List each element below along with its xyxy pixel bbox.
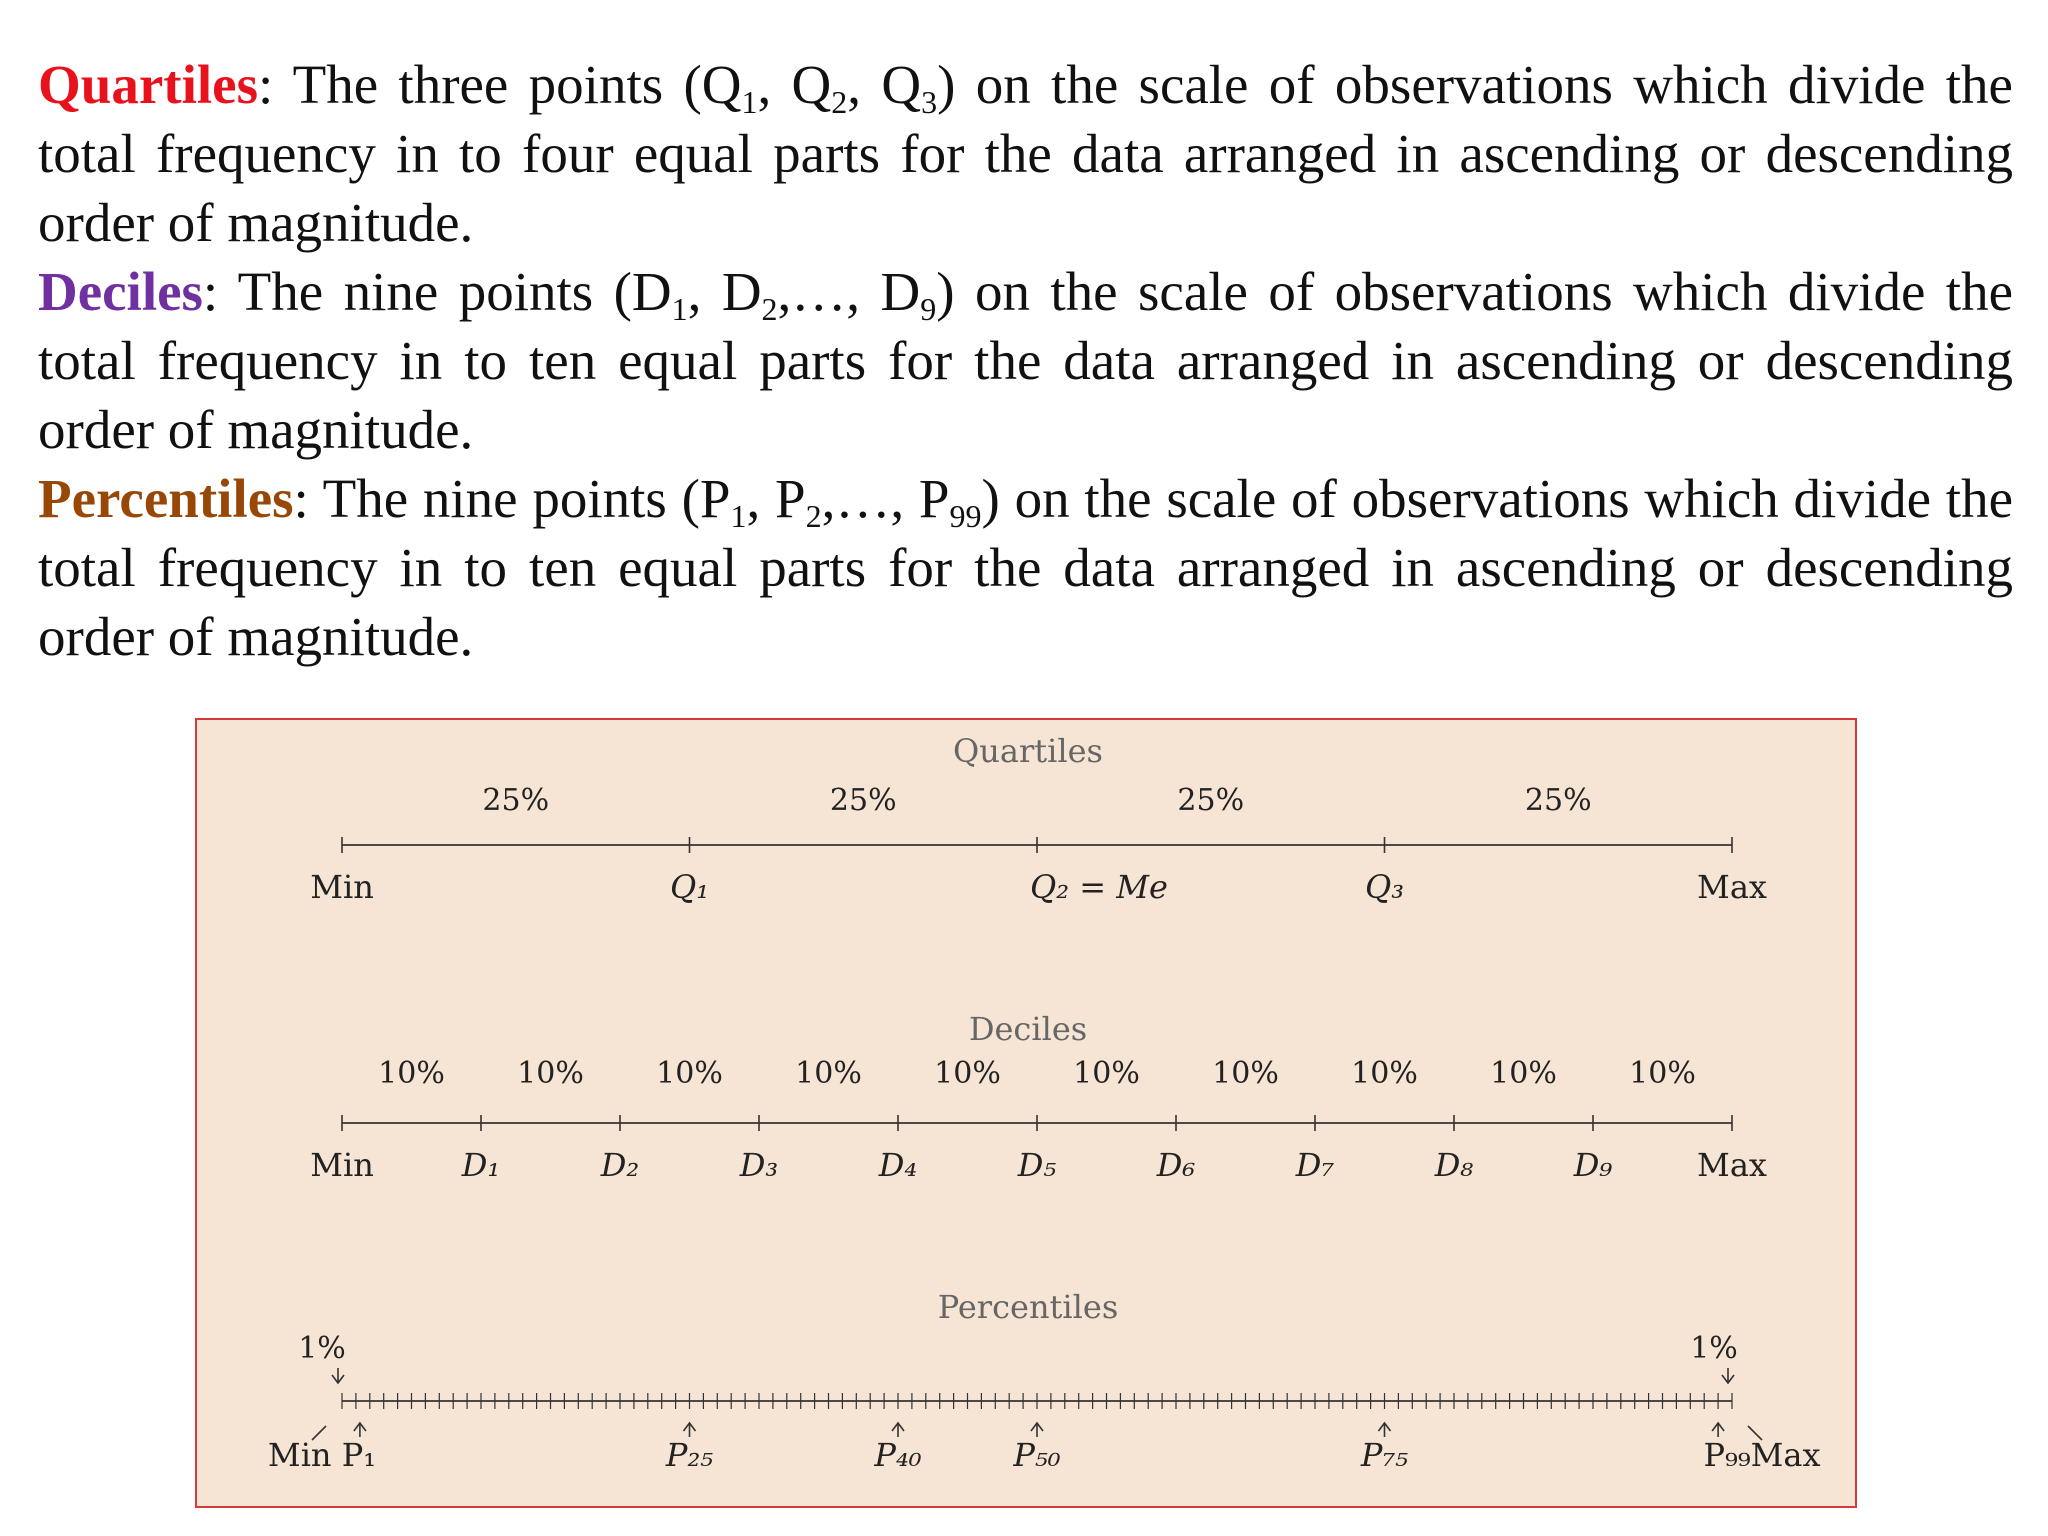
deciles-point-label: D₇	[1295, 1146, 1335, 1184]
quartiles-title: Quartiles	[953, 732, 1103, 770]
percentiles-title: Percentiles	[937, 1288, 1119, 1326]
percentile-marker-label: P₂₅	[665, 1436, 714, 1474]
deciles-interval-label: 10%	[656, 1056, 723, 1091]
quartiles-point-label: Min	[310, 868, 374, 906]
deciles-interval-label: 10%	[1073, 1056, 1140, 1091]
percentile-marker-label: P₅₀	[1013, 1436, 1061, 1474]
deciles-point-label: D₉	[1573, 1146, 1613, 1184]
percentiles-left-pct: 1%	[298, 1331, 346, 1366]
deciles-interval-label: 10%	[1212, 1056, 1279, 1091]
deciles-interval-label: 10%	[378, 1056, 445, 1091]
quartiles-point-label: Q₃	[1364, 868, 1405, 906]
deciles-point-label: D₈	[1434, 1146, 1474, 1184]
quartiles-interval-label: 25%	[482, 783, 550, 818]
deciles-point-label: D₅	[1017, 1146, 1057, 1184]
deciles-interval-label: 10%	[1629, 1056, 1696, 1091]
percentile-marker-label: P₇₅	[1360, 1436, 1409, 1474]
quartiles-interval-label: 25%	[1177, 783, 1245, 818]
deciles-point-label: D₁	[461, 1146, 501, 1184]
deciles-title: Deciles	[968, 1010, 1088, 1048]
quantiles-diagram-svg	[197, 720, 1859, 1510]
deciles-interval-label: 10%	[1351, 1056, 1418, 1091]
quartiles-point-label: Q₁	[669, 868, 710, 906]
quartiles-point-label: Q₂ = Me	[1030, 868, 1168, 906]
deciles-point-label: D₃	[739, 1146, 779, 1184]
percentiles-left-label: Min P₁	[267, 1436, 377, 1474]
deciles-point-label: D₆	[1156, 1146, 1196, 1184]
deciles-interval-label: 10%	[1490, 1056, 1557, 1091]
deciles-point-label: D₄	[878, 1146, 918, 1184]
quartiles-interval-label: 25%	[1524, 783, 1592, 818]
deciles-point-label: Min	[310, 1146, 374, 1184]
percentiles-right-pct: 1%	[1690, 1331, 1738, 1366]
percentiles-right-label: P₉₉Max	[1703, 1436, 1821, 1474]
deciles-definition: Deciles: The nine points ($D_1$, $D_2,\dots$, $D_9$) on the scale of observations which divide the total frequency in to ten equal parts for the data arranged in ascending or descending order of magnitude.	[38, 261, 2013, 460]
deciles-term: Deciles	[38, 261, 203, 322]
definitions	[38, 50, 2013, 671]
deciles-point-label: Max	[1697, 1146, 1767, 1184]
deciles-interval-label: 10%	[934, 1056, 1001, 1091]
deciles-interval-label: 10%	[517, 1056, 584, 1091]
quartiles-term: Quartiles	[38, 54, 258, 115]
deciles-interval-label: 10%	[795, 1056, 862, 1091]
percentiles-term: Percentiles	[38, 468, 294, 529]
quartiles-definition: Quartiles: The three points ($Q_1$, $Q_2$, $Q_3$) on the scale of observations which divide the total frequency in to four equal parts for the data arranged in ascending or descending order of magnitude.	[38, 54, 2013, 253]
quartiles-interval-label: 25%	[829, 783, 897, 818]
deciles-point-label: D₂	[600, 1146, 640, 1184]
quartiles-point-label: Max	[1697, 868, 1767, 906]
percentile-marker-label: P₄₀	[874, 1436, 922, 1474]
quantiles-diagram	[195, 718, 1857, 1508]
percentiles-definition: Percentiles: The nine points ($P_1$, $P_2,\dots$, $P_{99}$) on the scale of observations which divide the total frequency in to ten equal parts for the data arranged in ascending or descending order of magnitude.	[38, 468, 2013, 667]
